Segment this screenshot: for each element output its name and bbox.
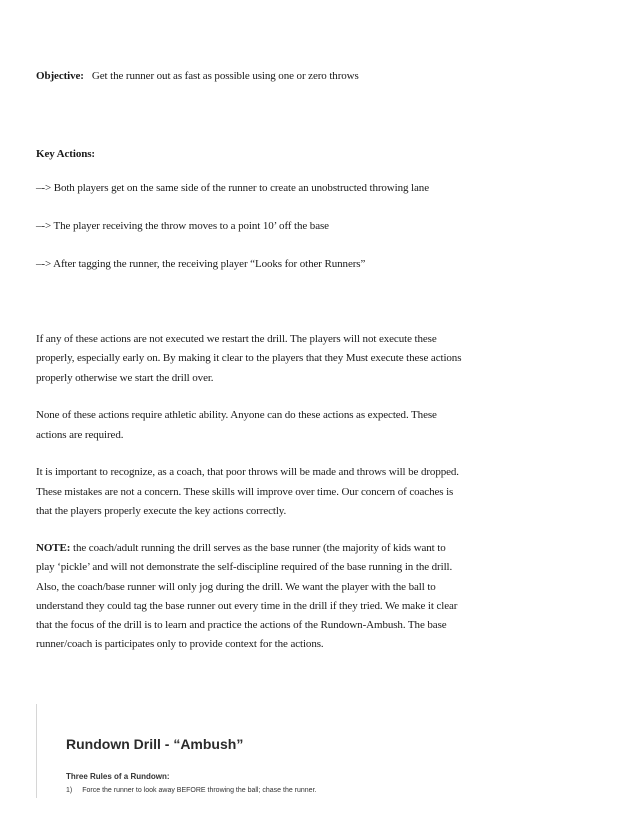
key-action-item: –-> Both players get on the same side of the runner to create an unobstructed throwing lane bbox=[36, 182, 429, 194]
key-action-item: –-> After tagging the runner, the receiving player “Looks for other Runners” bbox=[36, 258, 366, 270]
slide-left-divider bbox=[36, 704, 37, 798]
note-label: NOTE: bbox=[36, 542, 71, 554]
objective-text: Get the runner out as fast as possible using one or zero throws bbox=[91, 70, 359, 82]
slide-rule-number: 1) bbox=[66, 787, 73, 794]
note-line: Also, the coach/base runner will only jog during the drill. We want the player with the ball to bbox=[36, 581, 436, 593]
slide-rule-text: Force the runner to look away BEFORE throwing the ball; chase the runner. bbox=[82, 787, 317, 794]
note-line: runner/coach is participates only to provide context for the actions. bbox=[36, 638, 324, 650]
note-first-line bbox=[36, 541, 446, 555]
embedded-slide bbox=[36, 704, 596, 804]
paragraph-line: None of these actions require athletic ability. Anyone can do these actions as expected. These bbox=[36, 409, 437, 421]
slide-title: Rundown Drill - “Ambush” bbox=[66, 736, 244, 752]
paragraph-line: that the players properly execute the key actions correctly. bbox=[36, 505, 287, 517]
note-line: that the focus of the drill is to learn and practice the actions of the Rundown-Ambush. The base bbox=[36, 619, 447, 631]
paragraph-line: properly, especially early on. By making it clear to the players that they Must execute these actions bbox=[36, 352, 462, 364]
objective-label: Objective: bbox=[36, 70, 84, 82]
note-text: the coach/adult running the drill serves as the base runner (the majority of kids want to bbox=[70, 542, 446, 554]
slide-rule-item bbox=[66, 787, 316, 794]
paragraph-line: It is important to recognize, as a coach, that poor throws will be made and throws will be dropped. bbox=[36, 466, 459, 478]
key-action-item: –-> The player receiving the throw moves to a point 10’ off the base bbox=[36, 220, 329, 232]
paragraph-line: properly otherwise we start the drill over. bbox=[36, 372, 214, 384]
paragraph-line: These mistakes are not a concern. These skills will improve over time. Our concern of coaches is bbox=[36, 486, 454, 498]
note-line: play ‘pickle’ and will not demonstrate the self-discipline required of the base running in the drill. bbox=[36, 561, 453, 573]
key-actions-heading: Key Actions: bbox=[36, 148, 95, 160]
objective-line bbox=[36, 69, 359, 83]
slide-subtitle: Three Rules of a Rundown: bbox=[66, 772, 170, 781]
paragraph-line: If any of these actions are not executed we restart the drill. The players will not execute these bbox=[36, 333, 437, 345]
note-line: understand they could tag the base runner out every time in the drill if they tried. We make it clear bbox=[36, 600, 458, 612]
paragraph-line: actions are required. bbox=[36, 429, 124, 441]
